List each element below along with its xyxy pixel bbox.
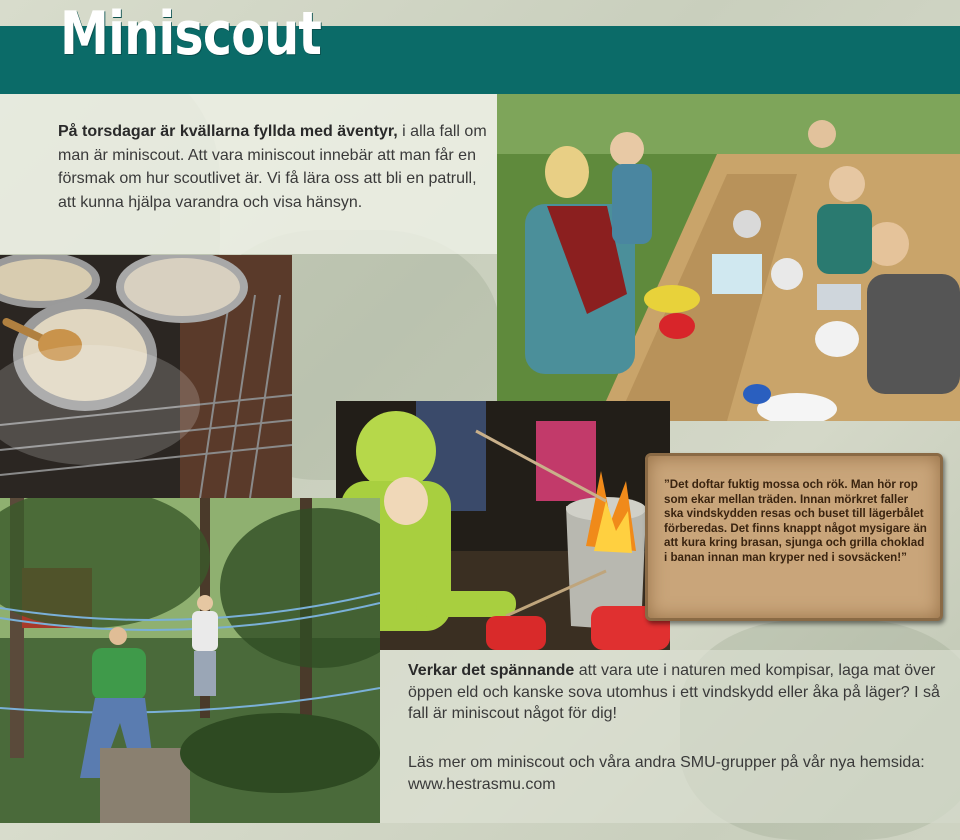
campfire-photo [336,401,670,650]
intro-lead: På torsdagar är kvällarna fyllda med äventyr, [58,123,398,140]
invitation-lead: Verkar det spännande [408,662,575,679]
quote-parchment [645,453,943,621]
intro-paragraph [58,120,488,214]
intro-body: i alla fall om man är miniscout. Att vara miniscout innebär att man får en försmak om hur scoutlivet är. Vi få lära oss att bli en patrull, att kunna hjälpa varandra och visa hänsyn. [58,123,487,211]
cooking-pots-photo [0,255,292,498]
scouts-at-table-photo [497,94,960,421]
quote-text: ”Det doftar fuktig mossa och rök. Man hör rop som ekar mellan träden. Innan mörkret faller ska vindskydden resas och buset till lägerbålet förberedas. Det finns knappt något mysigare än att kura kring brasan, sjunga och grilla choklad i banan innan man kryper ned i sovsäcken!” [664,478,927,564]
rope-bridge-forest-photo [0,498,380,823]
intro-panel [0,94,497,254]
lower-text-panel [380,650,960,823]
invitation-paragraph [408,660,948,725]
invitation-body: att vara ute i naturen med kompisar, laga mat över öppen eld och kanske sova utomhus i ett vindskydd eller åka på läger? I så fall är miniscout något för dig! [408,662,940,722]
page-title: Miniscout [60,0,322,69]
website-paragraph: Läs mer om miniscout och våra andra SMU-grupper på vår nya hemsida: www.hestrasmu.com [408,754,925,793]
